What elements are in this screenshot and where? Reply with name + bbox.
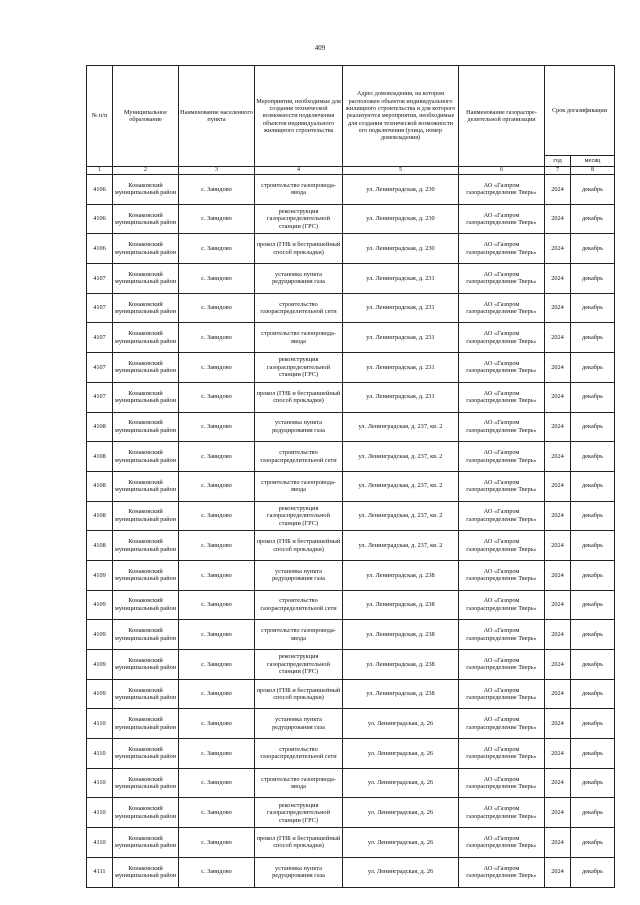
- row-number-cell: 4108: [87, 471, 113, 501]
- address-cell: ул. Ленинградская, д. 230: [343, 204, 459, 234]
- address-cell: ул. Ленинградская, д. 238: [343, 620, 459, 650]
- year-cell: 2024: [545, 739, 571, 769]
- address-cell: ул. Ленинградская, д. 231: [343, 382, 459, 412]
- year-cell: 2024: [545, 531, 571, 561]
- row-number-cell: 4109: [87, 679, 113, 709]
- row-number-cell: 4109: [87, 590, 113, 620]
- measure-cell: реконструкция газораспределительной станции (ГРС): [255, 501, 343, 531]
- organization-cell: АО «Газпром газораспределение Тверь»: [459, 412, 545, 442]
- row-number-cell: 4107: [87, 382, 113, 412]
- address-cell: ул. Ленинградская, д. 230: [343, 234, 459, 264]
- table-row: [87, 679, 615, 709]
- organization-cell: АО «Газпром газораспределение Тверь»: [459, 264, 545, 294]
- table-row: [87, 709, 615, 739]
- gasification-table: [86, 65, 615, 888]
- municipality-cell: Конаковский муниципальный район: [113, 204, 179, 234]
- month-cell: декабрь: [571, 679, 615, 709]
- municipality-cell: Конаковский муниципальный район: [113, 679, 179, 709]
- measure-cell: строительство газораспределительной сети: [255, 293, 343, 323]
- organization-cell: АО «Газпром газораспределение Тверь»: [459, 175, 545, 205]
- column-number: 4: [255, 167, 343, 175]
- row-number-cell: 4106: [87, 234, 113, 264]
- year-cell: 2024: [545, 679, 571, 709]
- table-row: [87, 471, 615, 501]
- municipality-cell: Конаковский муниципальный район: [113, 560, 179, 590]
- table-row: [87, 293, 615, 323]
- settlement-cell: с. Завидово: [179, 531, 255, 561]
- row-number-cell: 4107: [87, 264, 113, 294]
- municipality-cell: Конаковский муниципальный район: [113, 739, 179, 769]
- organization-cell: АО «Газпром газораспределение Тверь»: [459, 709, 545, 739]
- month-cell: декабрь: [571, 412, 615, 442]
- year-cell: 2024: [545, 293, 571, 323]
- organization-cell: АО «Газпром газораспределение Тверь»: [459, 204, 545, 234]
- settlement-cell: с. Завидово: [179, 709, 255, 739]
- month-cell: декабрь: [571, 768, 615, 798]
- table-body: [87, 175, 615, 888]
- measure-cell: прокол (ГНБ и бестраншейный способ прокладки): [255, 234, 343, 264]
- organization-cell: АО «Газпром газораспределение Тверь»: [459, 590, 545, 620]
- organization-cell: АО «Газпром газораспределение Тверь»: [459, 679, 545, 709]
- settlement-cell: с. Завидово: [179, 739, 255, 769]
- settlement-cell: с. Завидово: [179, 175, 255, 205]
- address-cell: ул. Ленинградская, д. 231: [343, 293, 459, 323]
- table-row: [87, 501, 615, 531]
- table-row: [87, 382, 615, 412]
- settlement-cell: с. Завидово: [179, 442, 255, 472]
- header-municipality: Муниципальное образование: [113, 66, 179, 167]
- organization-cell: АО «Газпром газораспределение Тверь»: [459, 234, 545, 264]
- column-number: 6: [459, 167, 545, 175]
- row-number-cell: 4110: [87, 798, 113, 828]
- row-number-cell: 4108: [87, 501, 113, 531]
- header-org: Наименование газораспре-делительной организации: [459, 66, 545, 167]
- municipality-cell: Конаковский муниципальный район: [113, 442, 179, 472]
- settlement-cell: с. Завидово: [179, 650, 255, 680]
- column-number: 7: [545, 167, 571, 175]
- settlement-cell: с. Завидово: [179, 234, 255, 264]
- year-cell: 2024: [545, 709, 571, 739]
- address-cell: ул. Ленинградская, д. 237, кв. 2: [343, 471, 459, 501]
- organization-cell: АО «Газпром газораспределение Тверь»: [459, 531, 545, 561]
- table-row: [87, 531, 615, 561]
- organization-cell: АО «Газпром газораспределение Тверь»: [459, 620, 545, 650]
- row-number-cell: 4110: [87, 768, 113, 798]
- month-cell: декабрь: [571, 471, 615, 501]
- measure-cell: прокол (ГНБ и бестраншейный способ прокладки): [255, 679, 343, 709]
- year-cell: 2024: [545, 353, 571, 383]
- settlement-cell: с. Завидово: [179, 412, 255, 442]
- measure-cell: реконструкция газораспределительной станции (ГРС): [255, 650, 343, 680]
- row-number-cell: 4106: [87, 175, 113, 205]
- page-number: 409: [314, 44, 326, 52]
- municipality-cell: Конаковский муниципальный район: [113, 471, 179, 501]
- year-cell: 2024: [545, 204, 571, 234]
- municipality-cell: Конаковский муниципальный район: [113, 293, 179, 323]
- measure-cell: строительство газопровода-ввода: [255, 175, 343, 205]
- measure-cell: реконструкция газораспределительной станции (ГРС): [255, 204, 343, 234]
- organization-cell: АО «Газпром газораспределение Тверь»: [459, 828, 545, 858]
- month-cell: декабрь: [571, 590, 615, 620]
- organization-cell: АО «Газпром газораспределение Тверь»: [459, 560, 545, 590]
- header-year: год: [545, 156, 571, 167]
- measure-cell: прокол (ГНБ и бестраншейный способ прокладки): [255, 382, 343, 412]
- measure-cell: реконструкция газораспределительной станции (ГРС): [255, 798, 343, 828]
- month-cell: декабрь: [571, 323, 615, 353]
- year-cell: 2024: [545, 560, 571, 590]
- settlement-cell: с. Завидово: [179, 204, 255, 234]
- measure-cell: строительство газопровода-ввода: [255, 471, 343, 501]
- table-row: [87, 204, 615, 234]
- address-cell: ул. Ленинградская, д. 238: [343, 560, 459, 590]
- measure-cell: строительство газораспределительной сети: [255, 739, 343, 769]
- settlement-cell: с. Завидово: [179, 293, 255, 323]
- year-cell: 2024: [545, 501, 571, 531]
- measure-cell: реконструкция газораспределительной станции (ГРС): [255, 353, 343, 383]
- measure-cell: установка пункта редуцирования газа: [255, 412, 343, 442]
- address-cell: ул. Ленинградская, д. 26: [343, 798, 459, 828]
- header-measures: Мероприятия, необходимые для создания технической возможности подключения объектов индивидуального жилищного строительства: [255, 66, 343, 167]
- settlement-cell: с. Завидово: [179, 798, 255, 828]
- row-number-cell: 4107: [87, 323, 113, 353]
- year-cell: 2024: [545, 857, 571, 887]
- year-cell: 2024: [545, 768, 571, 798]
- table-row: [87, 650, 615, 680]
- month-cell: декабрь: [571, 264, 615, 294]
- header-address: Адрес домовладения, на котором расположен объектов индивидуального жилищного строительства и для которого реализуются мероприятия, необходимые для создания технической возможности его подключения (улица, номер домовладения): [343, 66, 459, 167]
- table-row: [87, 620, 615, 650]
- row-number-cell: 4109: [87, 560, 113, 590]
- address-cell: ул. Ленинградская, д. 231: [343, 353, 459, 383]
- table-row: [87, 857, 615, 887]
- municipality-cell: Конаковский муниципальный район: [113, 353, 179, 383]
- header-settlement: Наименование населенного пункта: [179, 66, 255, 167]
- month-cell: декабрь: [571, 709, 615, 739]
- address-cell: ул. Ленинградская, д. 26: [343, 739, 459, 769]
- month-cell: декабрь: [571, 531, 615, 561]
- row-number-cell: 4107: [87, 353, 113, 383]
- organization-cell: АО «Газпром газораспределение Тверь»: [459, 768, 545, 798]
- measure-cell: строительство газопровода-ввода: [255, 768, 343, 798]
- municipality-cell: Конаковский муниципальный район: [113, 620, 179, 650]
- settlement-cell: с. Завидово: [179, 264, 255, 294]
- month-cell: декабрь: [571, 353, 615, 383]
- measure-cell: строительство газораспределительной сети: [255, 590, 343, 620]
- month-cell: декабрь: [571, 560, 615, 590]
- municipality-cell: Конаковский муниципальный район: [113, 709, 179, 739]
- measure-cell: строительство газопровода-ввода: [255, 620, 343, 650]
- year-cell: 2024: [545, 442, 571, 472]
- header-month: месяц: [571, 156, 615, 167]
- measure-cell: установка пункта редуцирования газа: [255, 857, 343, 887]
- year-cell: 2024: [545, 620, 571, 650]
- settlement-cell: с. Завидово: [179, 590, 255, 620]
- table-row: [87, 828, 615, 858]
- organization-cell: АО «Газпром газораспределение Тверь»: [459, 382, 545, 412]
- address-cell: ул. Ленинградская, д. 237, кв. 2: [343, 501, 459, 531]
- table-row: [87, 412, 615, 442]
- column-number: 8: [571, 167, 615, 175]
- municipality-cell: Конаковский муниципальный район: [113, 828, 179, 858]
- organization-cell: АО «Газпром газораспределение Тверь»: [459, 293, 545, 323]
- address-cell: ул. Ленинградская, д. 231: [343, 323, 459, 353]
- address-cell: ул. Ленинградская, д. 26: [343, 857, 459, 887]
- municipality-cell: Конаковский муниципальный район: [113, 323, 179, 353]
- organization-cell: АО «Газпром газораспределение Тверь»: [459, 442, 545, 472]
- municipality-cell: Конаковский муниципальный район: [113, 412, 179, 442]
- municipality-cell: Конаковский муниципальный район: [113, 501, 179, 531]
- month-cell: декабрь: [571, 234, 615, 264]
- address-cell: ул. Ленинградская, д. 237, кв. 2: [343, 442, 459, 472]
- row-number-cell: 4108: [87, 412, 113, 442]
- row-number-cell: 4110: [87, 739, 113, 769]
- year-cell: 2024: [545, 264, 571, 294]
- organization-cell: АО «Газпром газораспределение Тверь»: [459, 471, 545, 501]
- measure-cell: установка пункта редуцирования газа: [255, 264, 343, 294]
- header-deadline: Срок догазификации: [545, 66, 615, 156]
- row-number-cell: 4108: [87, 531, 113, 561]
- municipality-cell: Конаковский муниципальный район: [113, 768, 179, 798]
- column-number: 2: [113, 167, 179, 175]
- table-row: [87, 353, 615, 383]
- month-cell: декабрь: [571, 828, 615, 858]
- address-cell: ул. Ленинградская, д. 231: [343, 264, 459, 294]
- organization-cell: АО «Газпром газораспределение Тверь»: [459, 798, 545, 828]
- settlement-cell: с. Завидово: [179, 323, 255, 353]
- table-row: [87, 264, 615, 294]
- row-number-cell: 4108: [87, 442, 113, 472]
- organization-cell: АО «Газпром газораспределение Тверь»: [459, 650, 545, 680]
- settlement-cell: с. Завидово: [179, 560, 255, 590]
- settlement-cell: с. Завидово: [179, 828, 255, 858]
- row-number-cell: 4111: [87, 857, 113, 887]
- table-row: [87, 768, 615, 798]
- row-number-cell: 4107: [87, 293, 113, 323]
- municipality-cell: Конаковский муниципальный район: [113, 175, 179, 205]
- settlement-cell: с. Завидово: [179, 471, 255, 501]
- table-row: [87, 560, 615, 590]
- year-cell: 2024: [545, 412, 571, 442]
- month-cell: декабрь: [571, 798, 615, 828]
- table-row: [87, 323, 615, 353]
- header-num: № п/п: [87, 66, 113, 167]
- settlement-cell: с. Завидово: [179, 857, 255, 887]
- month-cell: декабрь: [571, 650, 615, 680]
- measure-cell: установка пункта редуцирования газа: [255, 560, 343, 590]
- month-cell: декабрь: [571, 204, 615, 234]
- month-cell: декабрь: [571, 739, 615, 769]
- year-cell: 2024: [545, 798, 571, 828]
- table-row: [87, 798, 615, 828]
- settlement-cell: с. Завидово: [179, 382, 255, 412]
- municipality-cell: Конаковский муниципальный район: [113, 234, 179, 264]
- municipality-cell: Конаковский муниципальный район: [113, 650, 179, 680]
- address-cell: ул. Ленинградская, д. 26: [343, 768, 459, 798]
- row-number-cell: 4110: [87, 709, 113, 739]
- measure-cell: строительство газораспределительной сети: [255, 442, 343, 472]
- settlement-cell: с. Завидово: [179, 620, 255, 650]
- measure-cell: прокол (ГНБ и бестраншейный способ прокладки): [255, 531, 343, 561]
- address-cell: ул. Ленинградская, д. 238: [343, 679, 459, 709]
- month-cell: декабрь: [571, 620, 615, 650]
- settlement-cell: с. Завидово: [179, 501, 255, 531]
- municipality-cell: Конаковский муниципальный район: [113, 857, 179, 887]
- year-cell: 2024: [545, 175, 571, 205]
- month-cell: декабрь: [571, 175, 615, 205]
- organization-cell: АО «Газпром газораспределение Тверь»: [459, 501, 545, 531]
- organization-cell: АО «Газпром газораспределение Тверь»: [459, 323, 545, 353]
- address-cell: ул. Ленинградская, д. 238: [343, 590, 459, 620]
- year-cell: 2024: [545, 234, 571, 264]
- address-cell: ул. Ленинградская, д. 237, кв. 2: [343, 531, 459, 561]
- table-row: [87, 442, 615, 472]
- year-cell: 2024: [545, 471, 571, 501]
- month-cell: декабрь: [571, 442, 615, 472]
- settlement-cell: с. Завидово: [179, 679, 255, 709]
- month-cell: декабрь: [571, 382, 615, 412]
- settlement-cell: с. Завидово: [179, 768, 255, 798]
- year-cell: 2024: [545, 382, 571, 412]
- measure-cell: установка пункта редуцирования газа: [255, 709, 343, 739]
- year-cell: 2024: [545, 323, 571, 353]
- address-cell: ул. Ленинградская, д. 237, кв. 2: [343, 412, 459, 442]
- settlement-cell: с. Завидово: [179, 353, 255, 383]
- month-cell: декабрь: [571, 501, 615, 531]
- month-cell: декабрь: [571, 857, 615, 887]
- row-number-cell: 4110: [87, 828, 113, 858]
- column-number: 1: [87, 167, 113, 175]
- municipality-cell: Конаковский муниципальный район: [113, 264, 179, 294]
- municipality-cell: Конаковский муниципальный район: [113, 531, 179, 561]
- address-cell: ул. Ленинградская, д. 230: [343, 175, 459, 205]
- measure-cell: прокол (ГНБ и бестраншейный способ прокладки): [255, 828, 343, 858]
- year-cell: 2024: [545, 590, 571, 620]
- table-row: [87, 175, 615, 205]
- year-cell: 2024: [545, 828, 571, 858]
- row-number-cell: 4109: [87, 650, 113, 680]
- municipality-cell: Конаковский муниципальный район: [113, 798, 179, 828]
- table-row: [87, 739, 615, 769]
- organization-cell: АО «Газпром газораспределение Тверь»: [459, 739, 545, 769]
- measure-cell: строительство газопровода-ввода: [255, 323, 343, 353]
- row-number-cell: 4106: [87, 204, 113, 234]
- municipality-cell: Конаковский муниципальный район: [113, 590, 179, 620]
- column-number: 3: [179, 167, 255, 175]
- municipality-cell: Конаковский муниципальный район: [113, 382, 179, 412]
- address-cell: ул. Ленинградская, д. 238: [343, 650, 459, 680]
- year-cell: 2024: [545, 650, 571, 680]
- column-number: 5: [343, 167, 459, 175]
- table-row: [87, 590, 615, 620]
- organization-cell: АО «Газпром газораспределение Тверь»: [459, 353, 545, 383]
- address-cell: ул. Ленинградская, д. 26: [343, 828, 459, 858]
- row-number-cell: 4109: [87, 620, 113, 650]
- table-row: [87, 234, 615, 264]
- month-cell: декабрь: [571, 293, 615, 323]
- organization-cell: АО «Газпром газораспределение Тверь»: [459, 857, 545, 887]
- address-cell: ул. Ленинградская, д. 26: [343, 709, 459, 739]
